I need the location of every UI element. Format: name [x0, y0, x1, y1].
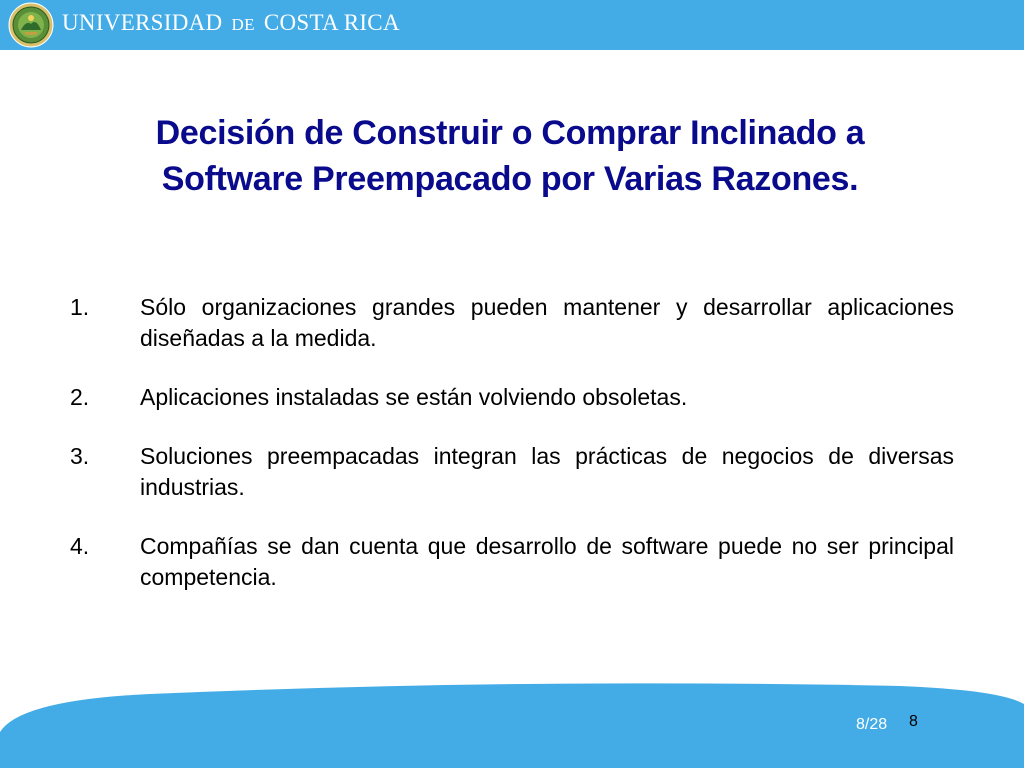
slide-title [60, 110, 960, 202]
list-item-number: 4. [70, 533, 90, 559]
list-item-number: 1. [70, 294, 90, 320]
list-item-text: Compañías se dan cuenta que desarrollo de software puede no ser principal competencia. [140, 533, 954, 590]
university-name-word-3: COSTA RICA [263, 10, 400, 35]
list-item-text: Sólo organizaciones grandes pueden mantener y desarrollar aplicaciones diseñadas a la medida. [140, 294, 954, 351]
list-item [70, 441, 954, 503]
list-item [70, 292, 954, 354]
slide-title-line-2: Software Preempacado por Varias Razones. [161, 160, 859, 198]
page-counter: 8/28 [856, 716, 888, 733]
list-item [70, 531, 954, 593]
list-item-text: Aplicaciones instaladas se están volviendo obsoletas. [140, 384, 688, 410]
list-item [70, 382, 954, 413]
header-bar [0, 0, 1024, 50]
list-item-text: Soluciones preempacadas integran las prácticas de negocios de diversas industrias. [140, 443, 954, 500]
university-name-word-2: DE [231, 15, 255, 34]
university-name-word-1: UNIVERSIDAD [62, 10, 223, 35]
page-number: 8 [909, 713, 918, 730]
slide-title-line-1: Decisión de Construir o Comprar Inclinado a [155, 114, 865, 152]
university-name [62, 8, 400, 40]
list-item-number: 2. [70, 384, 90, 410]
university-seal-icon [8, 2, 54, 48]
list-item-number: 3. [70, 443, 90, 469]
reasons-list [70, 292, 954, 621]
